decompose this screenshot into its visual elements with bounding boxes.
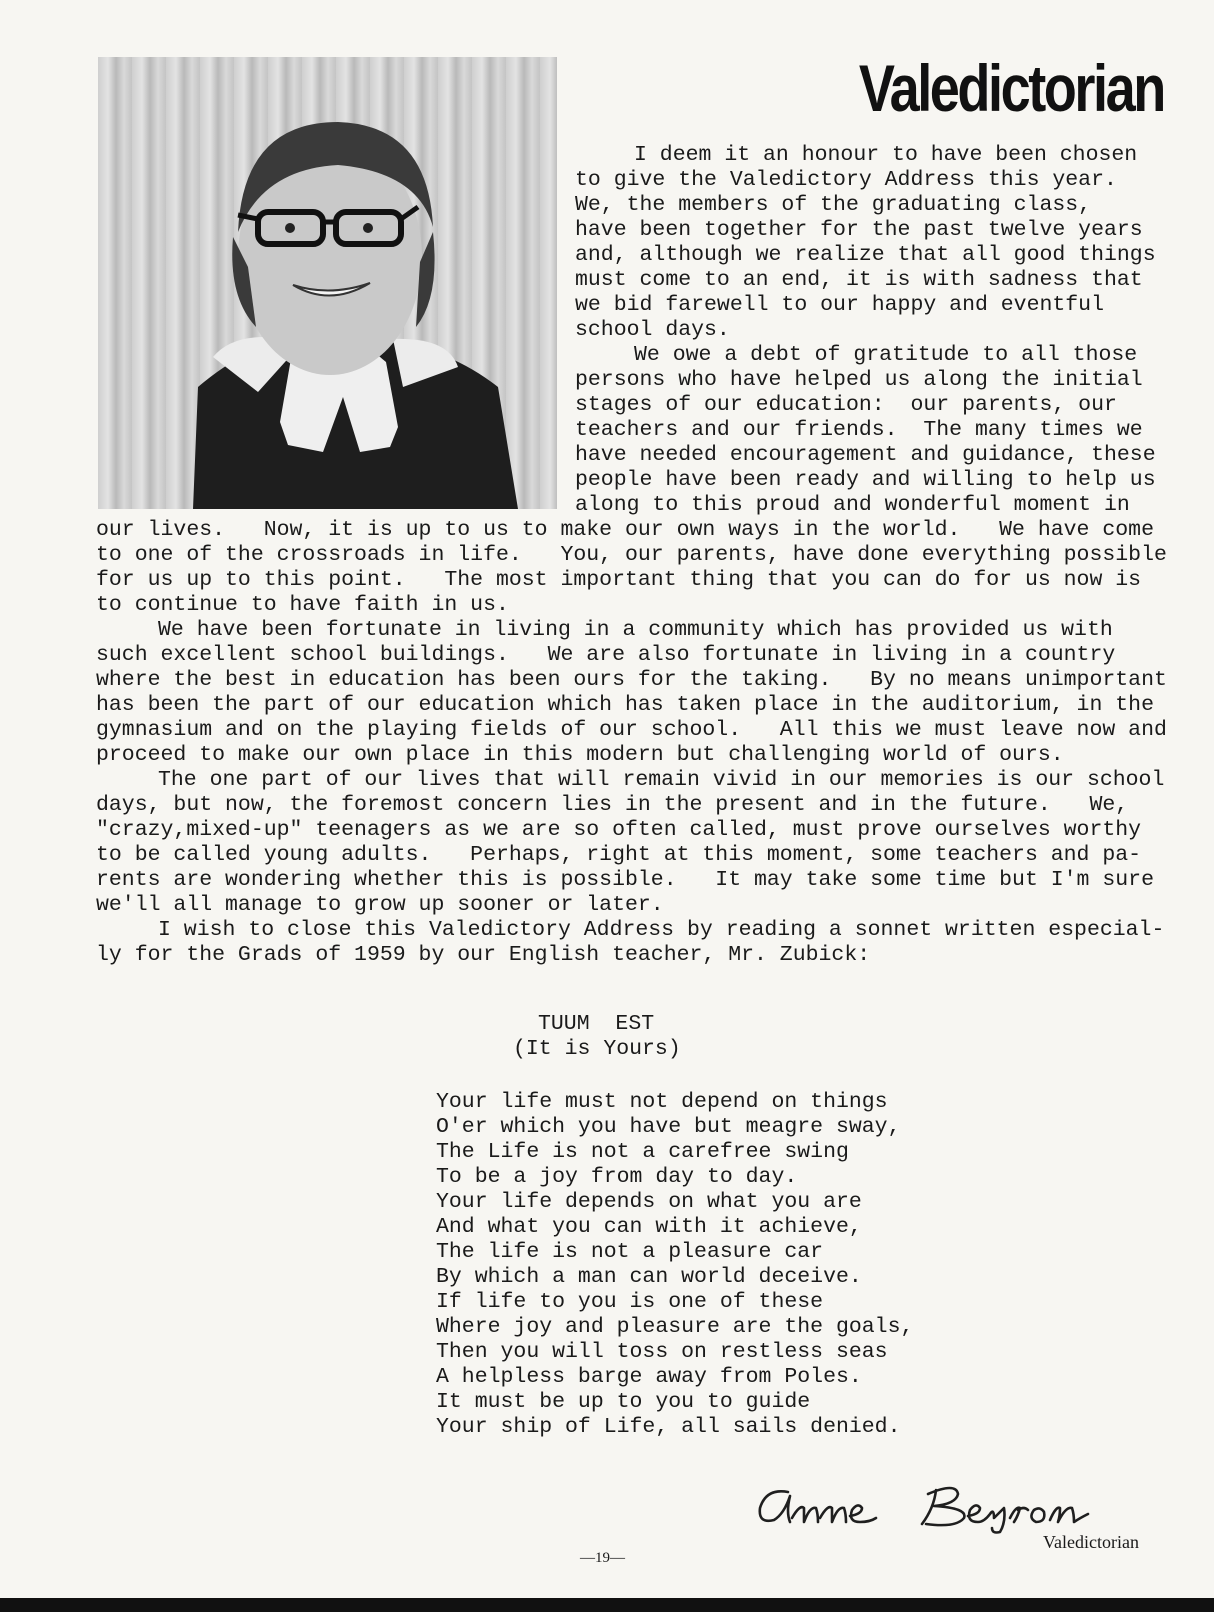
body-line: we bid farewell to our happy and eventful [575,293,1104,317]
body-line: rents are wondering whether this is possible. It may take some time but I'm sure [96,868,1154,892]
body-line: I wish to close this Valedictory Address by reading a sonnet written especial- [158,918,1165,942]
body-line: along to this proud and wonderful moment in [575,493,1130,517]
body-line: The one part of our lives that will remain vivid in our memories is our school [158,768,1165,792]
body-line: such excellent school buildings. We are also fortunate in living in a country [96,643,1116,667]
body-line: days, but now, the foremost concern lies in the present and in the future. We, [96,793,1129,817]
body-line: we'll all manage to grow up sooner or later. [96,893,664,917]
body-line: our lives. Now, it is up to us to make our own ways in the world. We have come [96,518,1154,542]
poem-line: The life is not a pleasure car [436,1240,824,1264]
body-line: to one of the crossroads in life. You, our parents, have done everything possible [96,543,1167,567]
poem-line: It must be up to you to guide [436,1390,811,1414]
poem-line: And what you can with it achieve, [436,1215,862,1239]
poem-line: Your life depends on what you are [436,1190,862,1214]
body-line: has been the part of our education which has taken place in the auditorium, in the [96,693,1154,717]
poem-line: If life to you is one of these [436,1290,824,1314]
body-line: We have been fortunate in living in a community which has provided us with [158,618,1113,642]
body-line: have needed encouragement and guidance, these [575,443,1156,467]
poem-line: Then you will toss on restless seas [436,1340,888,1364]
valedictorian-portrait [98,57,557,509]
body-line: proceed to make our own place in this modern but challenging world of ours. [96,743,1064,767]
body-line: to give the Valedictory Address this year. [575,168,1117,192]
poem-line: By which a man can world deceive. [436,1265,862,1289]
poem-line: O'er which you have but meagre sway, [436,1115,901,1139]
body-line: I deem it an honour to have been chosen [634,143,1138,167]
body-line: for us up to this point. The most important thing that you can do for us now is [96,568,1142,592]
bottom-rule [0,1598,1214,1612]
poem-subtitle: (It is Yours) [513,1037,681,1061]
page-title: Valedictorian [859,51,1164,125]
poem-line: Your ship of Life, all sails denied. [436,1415,901,1439]
handwritten-signature [752,1478,1132,1534]
body-line: school days. [575,318,730,342]
body-line: stages of our education: our parents, our [575,393,1117,417]
body-line: to continue to have faith in us. [96,593,509,617]
body-line: persons who have helped us along the initial [575,368,1143,392]
body-line: have been together for the past twelve years [575,218,1143,242]
body-line: to be called young adults. Perhaps, right at this moment, some teachers and pa- [96,843,1142,867]
poem-line: A helpless barge away from Poles. [436,1365,862,1389]
body-line: teachers and our friends. The many times we [575,418,1143,442]
poem-line: Where joy and pleasure are the goals, [436,1315,914,1339]
body-line: We, the members of the graduating class, [575,193,1092,217]
body-line: people have been ready and willing to help us [575,468,1156,492]
body-line: "crazy,mixed-up" teenagers as we are so often called, must prove ourselves worthy [96,818,1142,842]
page-number: —19— [580,1550,625,1566]
poem-line: Your life must not depend on things [436,1090,888,1114]
body-line: where the best in education has been ours for the taking. By no means unimportant [96,668,1167,692]
body-line: and, although we realize that all good things [575,243,1156,267]
poem-line: To be a joy from day to day. [436,1165,798,1189]
poem-title: TUUM EST [538,1012,655,1036]
body-line: ly for the Grads of 1959 by our English teacher, Mr. Zubick: [96,943,871,967]
body-line: We owe a debt of gratitude to all those [634,343,1138,367]
body-line: gymnasium and on the playing fields of our school. All this we must leave now and [96,718,1167,742]
poem-line: The Life is not a carefree swing [436,1140,849,1164]
body-line: must come to an end, it is with sadness that [575,268,1143,292]
signature-role: Valedictorian [1043,1532,1139,1552]
